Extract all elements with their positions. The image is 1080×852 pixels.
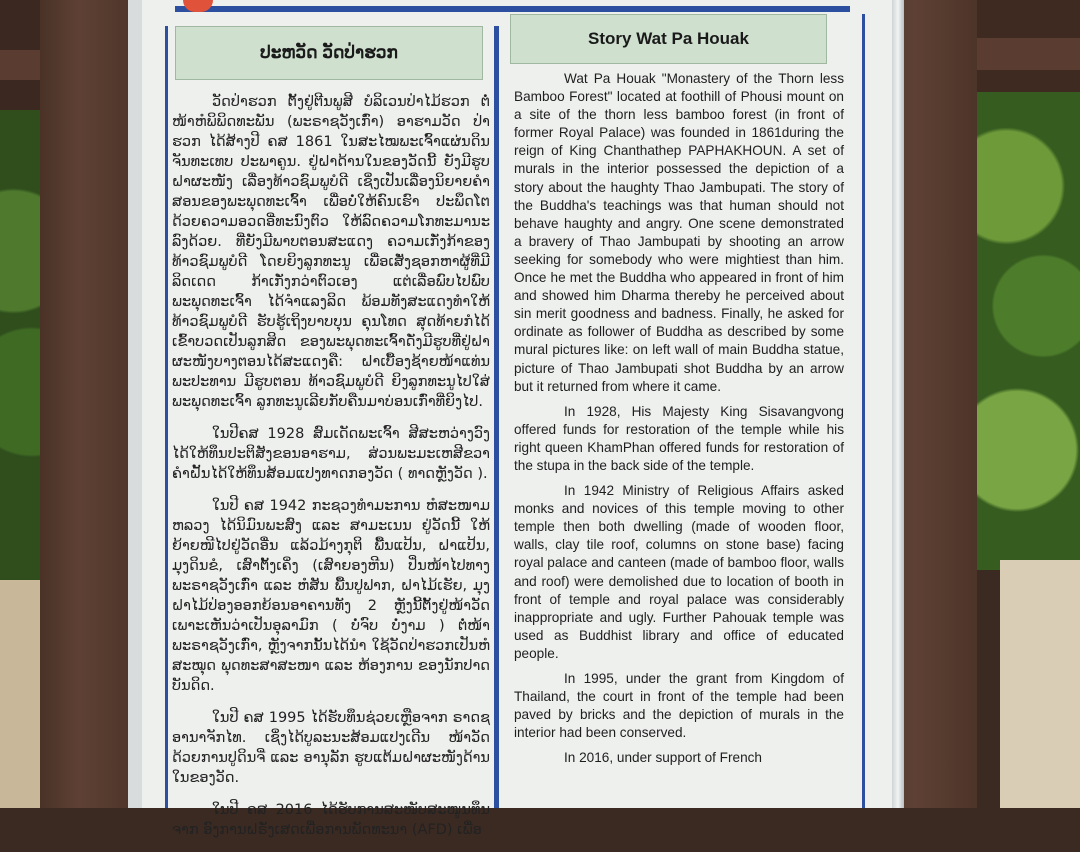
- lao-paragraph: ໃນປີຄສ 1928 ສົມເດັດພະເຈົ້າ ສີສະຫວ່າງວົງ ໄດ້ໃຫ້ທຶນປະຕິສັງຂອນອາຮາມ, ສ່ວນພະມະເຫສີຂວາ ຄຳຝັ້ນໄດ້ໃຫ້ທຶນສ້ອມແປງທາດກອງວັດ ( ທາດຫຼັງວັດ ).: [172, 426, 490, 482]
- lao-title: ປະຫວັດ ວັດປ່າຮວກ: [175, 26, 483, 80]
- column-rule-left: [165, 26, 168, 808]
- wood-beam-mid-left: [0, 50, 45, 80]
- sign-frame-right: [892, 0, 904, 808]
- wood-beam-mid-right: [972, 38, 1080, 70]
- english-paragraph: In 1928, His Majesty King Sisavangvong offered funds for restoration of the temple while his right queen KhamPhan offered funds for restoration of the stupa in the back side of the temple.: [514, 403, 844, 473]
- column-divider: [494, 26, 499, 808]
- foliage-left: [0, 110, 45, 580]
- lao-text-column: [172, 92, 490, 852]
- lao-paragraph: ໃນປີ ຄສ 1995 ໄດ້ຮັບທຶນຊ່ວຍເຫຼືອຈາກ ຣາດຊອານາຈັກໄທ. ເຊິ່ງໄດ້ບູລະນະສ້ອມແປງເດີນ ໜ້າວັດດ້ວຍການປູດິນຈີ່ ແລະ ອານຸລັກ ຮູບແຕ້ມຝາຜະໜັງດ້ານໃນຂອງວັດ.: [172, 710, 490, 786]
- foliage-right: [975, 90, 1080, 570]
- wooden-post-left: [40, 0, 138, 808]
- english-paragraph: In 2016, under support of French: [564, 750, 762, 766]
- lao-paragraph: ໃນປີ ຄສ 2016 ໄດ້ຮັບການສະໜັບສະໜູນທຶນຈາກ ອົງການຝຣັ່ງເສດເພື່ອການພັດທະນາ (AFD) ເພື່ອ: [172, 802, 490, 838]
- english-paragraph: In 1942 Ministry of Religious Affairs asked monks and novices of this temple moving to other temple then both dwelling (made of wooden floor, walls, clay tile roof, columns on stone base) facing royal palace and canteen (made of bamboo floor, walls and roof) were demolished due to location of booth in front of temple and royal palace was considerably inappropriate and ugly. Further Pahouak temple was used as Buddhist library and office of educated people.: [514, 483, 844, 661]
- lao-paragraph: ໃນປີ ຄສ 1942 ກະຊວງທຳມະການ ຫໍສະໜາມຫລວງ ໄດ້ນິມົນພະສົງ ແລະ ສາມະເນນ ຢູ່ວັດນີ້ ໃຫ້ຍ້າຍໜີໄປຢູ່ວັດອື່ນ ແລ້ວມ້າງກຸຕິ ພື້ນແປ້ນ, ຝາແປ້ນ, ມຸງດິນຂໍ, ເສົາຕັ້ງເຄິ່ງ (ເສົາຍອງຫີນ) ປິ່ນໜ້າໄປທາງ ພະຣາຊວັງເກົ່າ ແລະ ຫໍສັນ ພື້ນປູຟາກ, ຝາໄມ້ເຮັຍ, ມຸງຝາໄມ້ປ່ອງອອກຍ້ອນອາຄານທັງ 2 ຫຼັງນີ້ຕັ້ງຢູ່ໜ້າວັດ ເພາະເຫັນວ່າເປັນອຸລາມົກ ( ບໍ່ຈົບ ບໍ່ງາມ ) ຕໍ່ໜ້າ ພະຣາຊວັງເກົ່າ, ຫຼັງຈາກນັ້ນໄດ້ນຳ ໃຊ້ວັດປ່າຮວກເປັນຫໍສະໝຸດ ພຸດທະສາສະໜາ ແລະ ຫ້ອງການ ຂອງນັກປາດບັນດິດ.: [172, 498, 490, 694]
- english-title: Story Wat Pa Houak: [510, 14, 827, 64]
- english-paragraph: Wat Pa Houak "Monastery of the Thorn less Bamboo Forest" located at foothill of Phousi mount on a site of the thorn less bamboo forest (in front of former Royal Palace) was founded in 1861during the reign of King Chanthathep PAPHAKHOUN. A set of murals in the interior possessed the depiction of a story about the haughty Thao Jambupati. The story of the Buddha's teachings was that human should not behave haughty and angry. One scene demonstrated a bravery of Thao Jambupati by shooting an arrow seeking for somebody who were mightiest than him. Once he met the Buddha who appeared in front of him and showed him Dharma thereby he perceived about sin merit goodness and badness. Finally, he asked for ordinate as follower of Buddha as described by some mural pictures like: on left wall of main Buddha statue, picture of Thao Jambupati shot Buddha by an arrow but it returned from where it came.: [514, 71, 844, 394]
- column-rule-right: [862, 14, 865, 808]
- wall-right: [1000, 560, 1080, 808]
- sign-top-bar: [175, 6, 850, 12]
- wall-left: [0, 580, 45, 808]
- lao-paragraph: ວັດປ່າຮວກ ຕັ້ງຢູ່ຕີນພູສີ ບໍລິເວນປ່າໄມ້ຮວກ ຕໍ່ໜ້າຫໍພິພິດທະພັນ (ພະຣາຊວັງເກົ່າ) ອາຮາມວັດ ປ່າຮວກ ໄດ້ສ້າງປີ ຄສ 1861 ໃນສະໄໝພະເຈົ້າແຜ່ນດິນ ຈັນທະເທບ ປະພາຄູນ. ຢູ່ຝາດ້ານໃນຂອງວັດນີ້ ຍັງມີຮູບຝາຜະໜັງ ເລື່ອງທ້າວຊົມພູບໍດີ ເຊິ່ງເປັນເລື່ອງນິຍາຍຄຳສອນຂອງພະພຸດທະເຈົ້າ ເພື່ອບໍ່ໃຫ້ຄົນເຮົາ ປະພຶດໂຕດ້ວຍຄວາມອວດອີ່ທະນົງຕົວ ໃຫ້ລົດຄວາມໂກທະມານະລົງດ້ວຍ. ທີ່ຍັງມີພາບຕອນສະແດງ ຄວາມເກັ່ງກ້າຂອງ ທ້າວຊົມພູບໍດີ ໂດຍຍິງລູກທະນູ ເພື່ອເສັ່ງຊອກຫາຜູ້ທີ່ມີລິດເດດ ກ້າເກັ່ງກວ່າຕົວເອງ ແຕ່ເລື່ອພົບໄປພົບພະພຸດທະເຈົ້າ ໄດ້ຈຳແລງລິດ ພ້ອມທັງສະແດງທຳໃຫ້ ທ້າວຊົມພູບໍດີ ຮັບຮູ້ເຖິງບາບບຸນ ຄຸນໂທດ ສຸດທ້າຍກໍໄດ້ເຂົ້າບວດເປັນລູກສິດ ຂອງພະພຸດທະເຈົ້າດັ່ງມີຮູບທີ່ຢູ່ຝາຜະໜັງບາງຕອນໄດ້ສະແດງຄື: ຝາເບື້ອງຊ້າຍໜ້າແທ່ນພະປະທານ ມີຮູບຕອນ ທ້າວຊົມພູບໍດີ ຍິງລູກທະນູໄປໃສ່ ພະພຸດທະເຈົ້າ ລູກທະນູເລີຍກັບຄືນມາບ່ອນເກົ່າທີ່ຍິງໄປ.: [172, 94, 490, 410]
- english-paragraph: In 1995, under the grant from Kingdom of Thailand, the court in front of the temple had been paved by bricks and the depiction of murals in the interior had been conserved.: [514, 671, 844, 741]
- english-text-column: [514, 70, 844, 774]
